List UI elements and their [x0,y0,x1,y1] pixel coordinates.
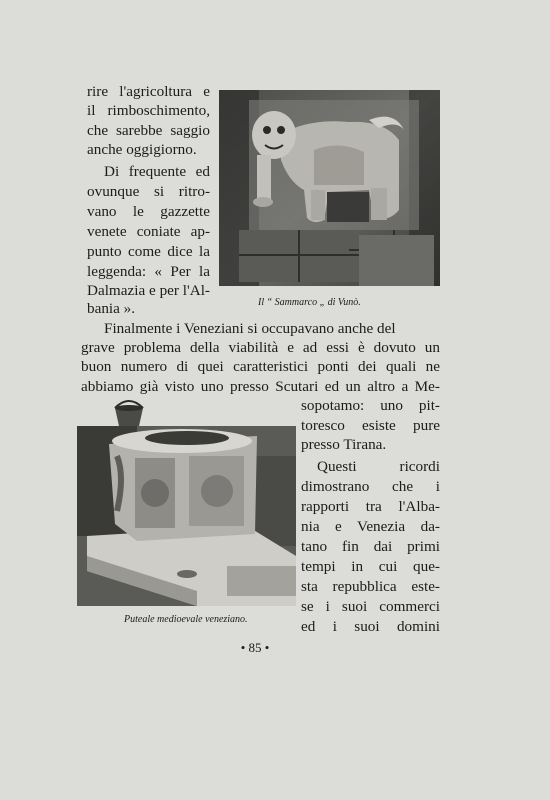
text-line: venete coniate ap- [87,223,210,240]
lion-relief-photo [219,90,440,286]
text-line: sta repubblica este- [301,578,440,595]
text-line: dimostrano che i [301,478,440,495]
text-line: presso Tirana. [301,436,387,453]
text-line: Dalmazia e per l'Al- [87,282,210,299]
text-line: Di frequente ed [104,163,210,180]
text-line: toresco esiste pure [301,417,440,434]
text-line: sopotamo: uno pit- [301,397,440,414]
text-line: anche oggigiorno. [87,141,197,158]
text-line: abbiamo già visto uno presso Scutari ed un altro a Me- [81,378,440,395]
text-line: che sarebbe saggio [87,122,210,139]
text-line: rire l'agricoltura e [87,83,210,100]
text-line: grave problema della viabilità e ad essi è dovuto un [81,339,440,356]
text-line: ed i suoi domini [301,618,440,635]
caption-lion-relief: Il “ Sammarco „ di Vunò. [258,297,361,308]
text-line: rapporti tra l'Alba- [301,498,440,515]
text-line: leggenda: « Per la [87,263,210,280]
text-line: punto come dice la [87,243,210,260]
text-line: il rimboschimento, [87,102,210,119]
text-line: ovunque si ritro- [87,183,210,200]
text-line: buon numero di quei caratteristici ponti dei quali ne [81,358,440,375]
text-line: tempi in cui que- [301,558,440,575]
text-line: se i suoi commerci [301,598,440,615]
text-line: nia e Venezia da- [301,518,440,535]
text-line: Questi ricordi [317,458,440,475]
caption-wellhead: Puteale medioevale veneziano. [124,614,248,625]
text-line: vano le gazzette [87,203,210,220]
text-line: bania ». [87,300,136,317]
text-line: Finalmente i Veneziani si occupavano anche del [104,320,396,337]
wellhead-photo [77,396,296,606]
text-line: tano fin dai primi [301,538,440,555]
page-number: • 85 • [240,640,270,655]
